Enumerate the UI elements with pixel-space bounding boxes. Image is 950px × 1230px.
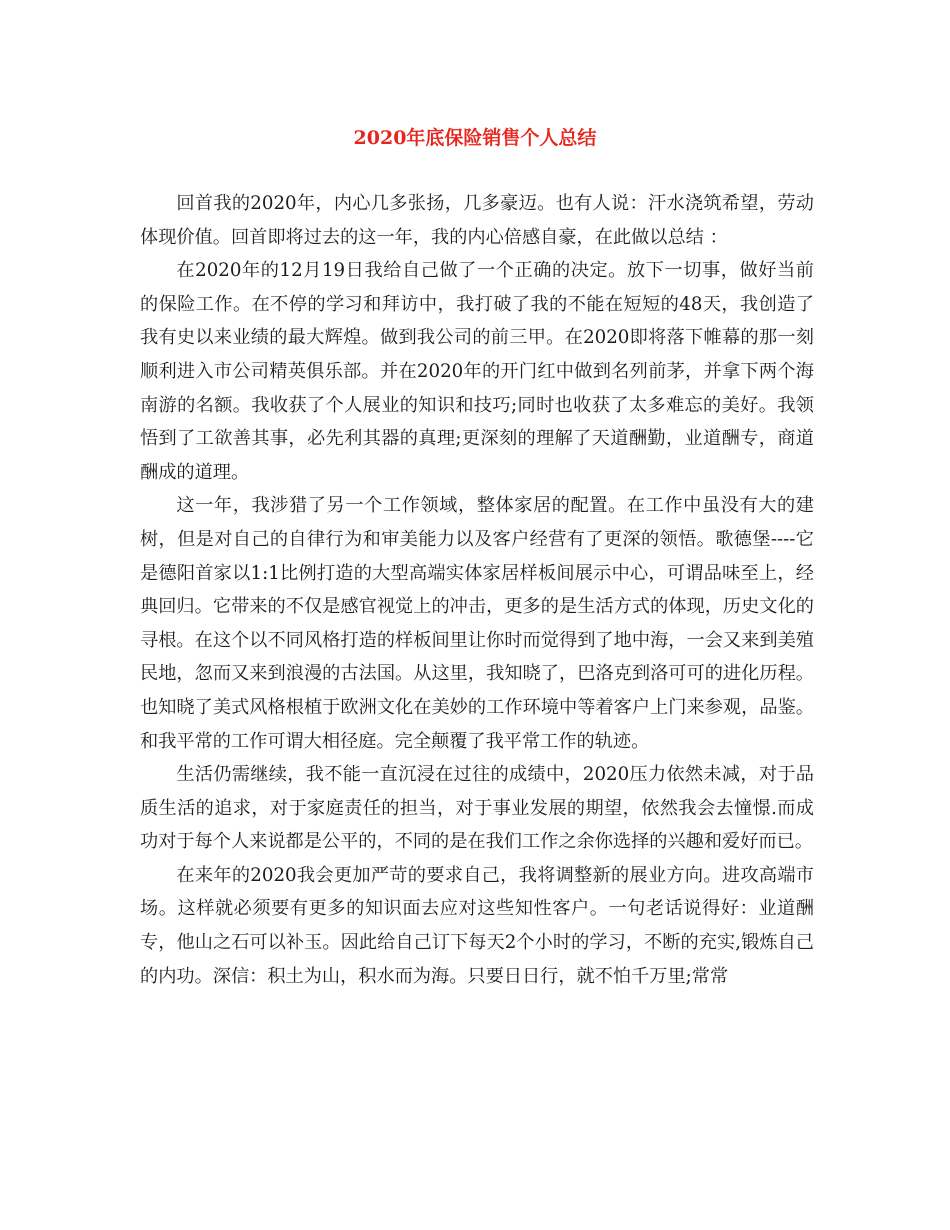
paragraph-2: 在2020年的12月19日我给自己做了一个正确的决定。放下一切事，做好当前的保险工作。在不停的学习和拜访中，我打破了我的不能在短短的48天，我创造了我有史以来业绩的最大辉煌。做到我公司的前三甲。在2020即将落下帷幕的那一刻顺利进入市公司精英俱乐部。并在2020年的开门红中做到名列前茅，并拿下两个海南游的名额。我收获了个人展业的知识和技巧;同时也收获了太多难忘的美好。我领悟到了工欲善其事，必先利其器的真理;更深刻的理解了天道酬勤，业道酬专，商道酬成的道理。	[140, 260, 814, 483]
document-body	[140, 187, 814, 993]
paragraph-3: 这一年，我涉猎了另一个工作领域，整体家居的配置。在工作中虽没有大的建树，但是对自己的自律行为和审美能力以及客户经营有了更深的领悟。歌德堡----它是德阳首家以1:1比例打造的大型高端实体家居样板间展示中心，可谓品味至上，经典回归。它带来的不仅是感官视觉上的冲击，更多的是生活方式的体现，历史文化的寻根。在这个以不同风格打造的样板间里让你时而觉得到了地中海，一会又来到美殖民地，忽而又来到浪漫的古法国。从这里，我知晓了，巴洛克到洛可可的进化历程。也知晓了美式风格根植于欧洲文化在美妙的工作环境中等着客户上门来参观，品鉴。和我平常的工作可谓大相径庭。完全颠覆了我平常工作的轨迹。	[140, 495, 814, 752]
paragraph-1: 回首我的2020年，内心几多张扬，几多豪迈。也有人说：汗水浇筑希望，劳动体现价值。回首即将过去的这一年，我的内心倍感自豪，在此做以总结 ：	[140, 193, 814, 248]
document-title: 2020年底保险销售个人总结	[353, 127, 597, 149]
paragraph-5: 在来年的2020我会更加严苛的要求自己，我将调整新的展业方向。进攻高端市场。这样就必须要有更多的知识面去应对这些知性客户。一句老话说得好：业道酬专，他山之石可以补玉。因此给自己订下每天2个小时的学习，不断的充实,锻炼自己的内功。深信：积土为山，积水而为海。只要日日行，就不怕千万里;常常	[140, 864, 814, 987]
paragraph-4: 生活仍需继续，我不能一直沉浸在过往的成绩中，2020压力依然未减，对于品质生活的追求，对于家庭责任的担当，对于事业发展的期望，依然我会去憧憬.而成功对于每个人来说都是公平的，不同的是在我们工作之余你选择的兴趣和爱好而已。	[140, 764, 814, 853]
